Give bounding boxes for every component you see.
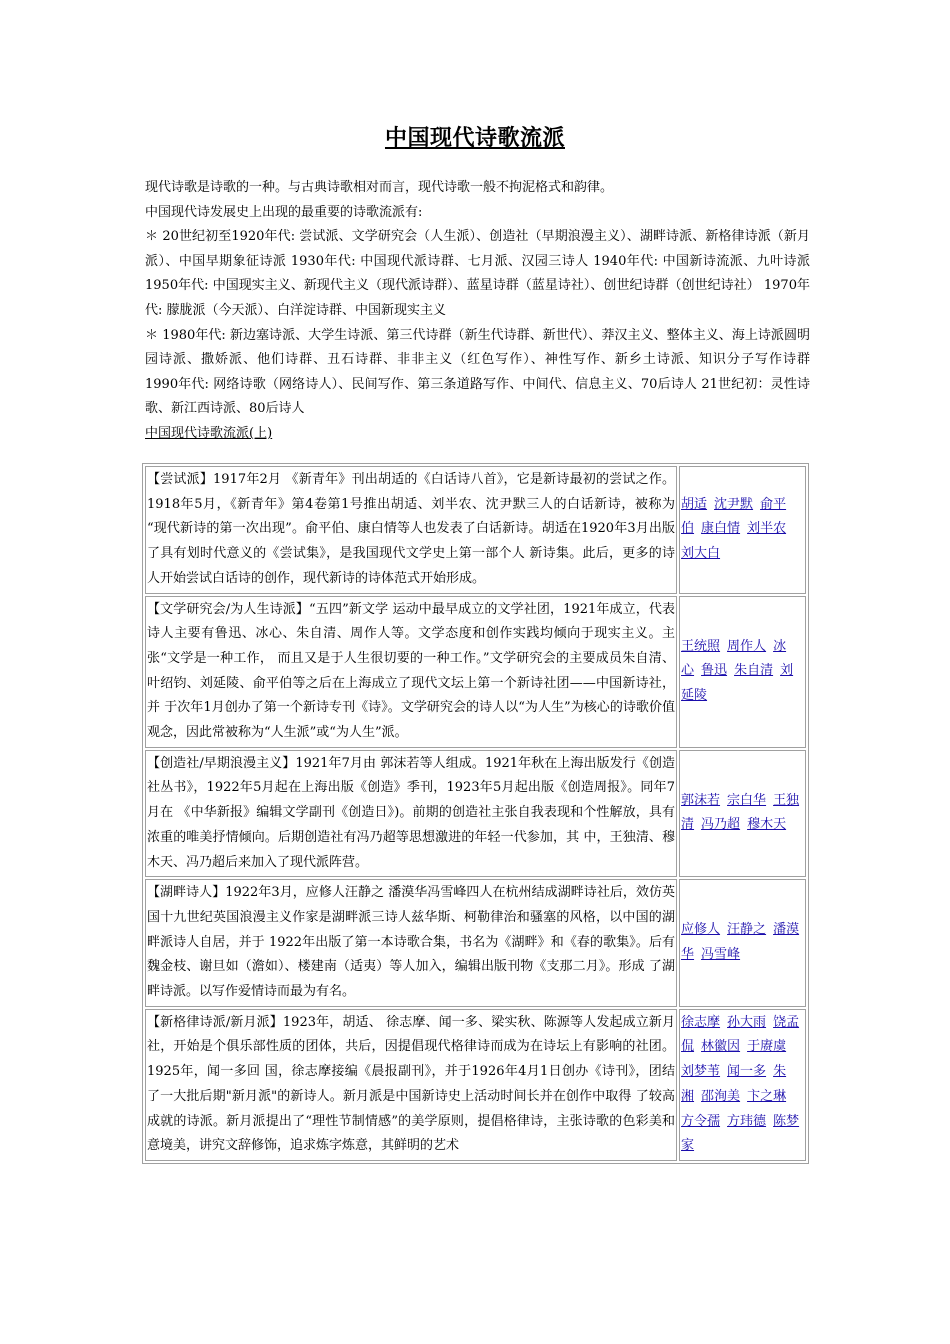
part-one-link[interactable]: 中国现代诗歌流派(上) xyxy=(145,425,273,441)
intro-paragraph: ＊ 20世纪初至1920年代: 尝试派、文学研究会（人生派）、创造社（早期浪漫主义）、湖畔诗派、新格律诗派（新月派）、中国早期象征诗派 1930年代: 中国现代派诗群、七月派、汉园三诗人 1940年代: 中国新诗流派、九叶诗派 1950年代: 中国现实主义、新现代主义（现代派诗群）、蓝星诗群（蓝星诗社）、创世纪诗群（创世纪诗社） 1970年代: 朦胧派（今天派）、白洋淀诗群、中国新现实主义 xyxy=(145,229,810,318)
poet-link[interactable]: 应修人 xyxy=(681,922,721,938)
school-description: 【湖畔诗人】1922年3月，应修人汪静之 潘漠华冯雪峰四人在杭州结成湖畔诗社后，效仿英国十九世纪英国浪漫主义作家是湖畔派三诗人兹华斯、柯勒律治和骚塞的风格，以中国的湖畔派诗人自居，并于 1922年出版了第一本诗歌合集，书名为《湖畔》和《春的歌集》。后有魏金枝、谢旦如（澹如）、楼建南（适夷）等人加入，编辑出版刊物《支那二月》。形成 了湖畔诗派。以写作爱情诗而最为有名。 xyxy=(145,879,677,1007)
poet-link[interactable]: 朱自清 xyxy=(734,663,774,679)
poet-link[interactable]: 穆木天 xyxy=(747,817,787,833)
poet-link[interactable]: 周作人 xyxy=(727,638,767,654)
intro-section xyxy=(145,176,837,447)
poet-link[interactable]: 刘延陵 xyxy=(681,663,794,703)
poet-link[interactable]: 冯雪峰 xyxy=(701,947,741,962)
poet-link[interactable]: 潘漠华 xyxy=(681,922,800,962)
poet-link[interactable]: 方玮德 xyxy=(727,1113,767,1129)
school-description: 【创造社/早期浪漫主义】1921年7月由 郭沫若等人组成。1921年秋在上海出版发行《创造社丛书》，1922年5月起在上海出版《创造》季刊，1923年5月起出版《创造周报》。同年7月在 《中华新报》编辑文学副刊《创造日》)。前期的创造社主张自我表现和个性解放，具有浓重的唯美抒情倾向。后期创造社有冯乃超等思想激进的年轻一代参加，其 中，王独清、穆木天、冯乃超后来加入了现代派阵营。 xyxy=(145,750,677,878)
poet-links xyxy=(679,596,806,748)
poet-link[interactable]: 林徽因 xyxy=(701,1039,741,1055)
intro-paragraph: 中国现代诗发展史上出现的最重要的诗歌流派有: xyxy=(145,204,423,220)
table-row xyxy=(145,596,806,748)
poet-link[interactable]: 宗白华 xyxy=(727,792,767,808)
poet-link[interactable]: 郭沫若 xyxy=(681,792,721,808)
poet-link[interactable]: 陈梦家 xyxy=(681,1113,800,1154)
poet-links xyxy=(679,1009,806,1161)
poet-links xyxy=(679,879,806,1007)
table-row xyxy=(145,879,806,1007)
poet-link[interactable]: 俞平伯 xyxy=(681,496,787,537)
poet-link[interactable]: 卞之琳 xyxy=(747,1088,787,1104)
table-row xyxy=(145,750,806,878)
poet-link[interactable]: 孙大雨 xyxy=(727,1014,767,1030)
intro-paragraph: ＊ 1980年代: 新边塞诗派、大学生诗派、第三代诗群（新生代诗群、新世代）、莽汉主义、整体主义、海上诗派圆明园诗派、撒娇派、他们诗群、丑石诗群、非非主义（红色写作）、神性写作、新乡土诗派、知识分子写作诗群 1990年代: 网络诗歌（网络诗人）、民间写作、第三条道路写作、中间代、信息主义、70后诗人 21世纪初：灵性诗歌、新江西诗派、80后诗人 xyxy=(145,327,837,417)
poet-link[interactable]: 沈尹默 xyxy=(714,496,754,512)
poet-link[interactable]: 王统照 xyxy=(681,638,721,654)
poet-link[interactable]: 汪静之 xyxy=(727,922,767,938)
poet-link[interactable]: 鲁迅 xyxy=(701,663,728,679)
poet-link[interactable]: 王独清 xyxy=(681,792,800,833)
poet-link[interactable]: 饶孟侃 xyxy=(681,1014,800,1055)
poet-link[interactable]: 闻一多 xyxy=(727,1064,767,1080)
poet-link[interactable]: 徐志摩 xyxy=(681,1014,721,1030)
page-title: 中国现代诗歌流派 xyxy=(384,125,565,151)
school-description: 【文学研究会/为人生诗派】“五四”新文学 运动中最早成立的文学社团，1921年成立，代表诗人主要有鲁迅、冰心、朱自清、周作人等。文学态度和创作实践均倾向于现实主义。主张“文学是一种工作， 而且又是于人生很切要的一种工作。”文学研究会的主要成员朱自清、叶绍钧、刘延陵、俞平伯等之后在上海成立了现代文坛上第一个新诗社团——中国新诗社，并 于次年1月创办了第一个新诗专刊《诗》。文学研究会的诗人以“为人生”为核心的诗歌价值观念，因此常被称为“人生派”或“为人生”派。 xyxy=(145,596,677,748)
poet-link[interactable]: 康白情 xyxy=(701,521,741,537)
poet-link[interactable]: 刘梦苇 xyxy=(681,1064,721,1080)
poet-links xyxy=(679,750,806,878)
poet-links xyxy=(679,466,806,594)
poet-link[interactable]: 朱湘 xyxy=(681,1064,787,1104)
poet-link[interactable]: 邵洵美 xyxy=(701,1088,741,1104)
table-row xyxy=(145,466,806,594)
poet-link[interactable]: 冰心 xyxy=(681,638,787,679)
poet-link[interactable]: 刘大白 xyxy=(681,546,721,562)
poet-link[interactable]: 方令孺 xyxy=(681,1113,721,1129)
poetry-schools-table xyxy=(142,463,809,1164)
poet-link[interactable]: 刘半农 xyxy=(747,521,787,537)
intro-paragraph: 现代诗歌是诗歌的一种。与古典诗歌相对而言，现代诗歌一般不拘泥格式和韵律。 xyxy=(145,180,614,195)
poet-link[interactable]: 胡适 xyxy=(681,496,708,512)
poet-link[interactable]: 于赓虞 xyxy=(747,1039,787,1055)
school-description: 【新格律诗派/新月派】1923年，胡适、 徐志摩、闻一多、梁实秋、陈源等人发起成立新月社，开始是个俱乐部性质的团体，共后，因提倡现代格律诗而成为在诗坛上有影响的社团。1925年，闻一多回 国，徐志摩接编《晨报副刊》，并于1926年4月1日创办《诗刊》，团结了一大批后期"新月派"的新诗人。新月派是中国新诗史上活动时间长并在创作中取得 了较高成就的诗派。新月派提出了“理性节制情感”的美学原则，提倡格律诗，主张诗歌的色彩美和意境美，讲究文辞修饰，追求炼字炼意，其鲜明的艺术 xyxy=(145,1009,677,1161)
table-row xyxy=(145,1009,806,1161)
poet-link[interactable]: 冯乃超 xyxy=(701,817,741,833)
school-description: 【尝试派】1917年2月 《新青年》刊出胡适的《白话诗八首》，它是新诗最初的尝试之作。1918年5月，《新青年》第4卷第1号推出胡适、刘半农、沈尹默三人的白话新诗，被称为 “现代新诗的第一次出现”。俞平伯、康白情等人也发表了白话新诗。胡适在1920年3月出版了具有划时代意义的《尝试集》，是我国现代文学史上第一部个人 新诗集。此后，更多的诗人开始尝试白话诗的创作，现代新诗的诗体范式开始形成。 xyxy=(145,466,677,594)
